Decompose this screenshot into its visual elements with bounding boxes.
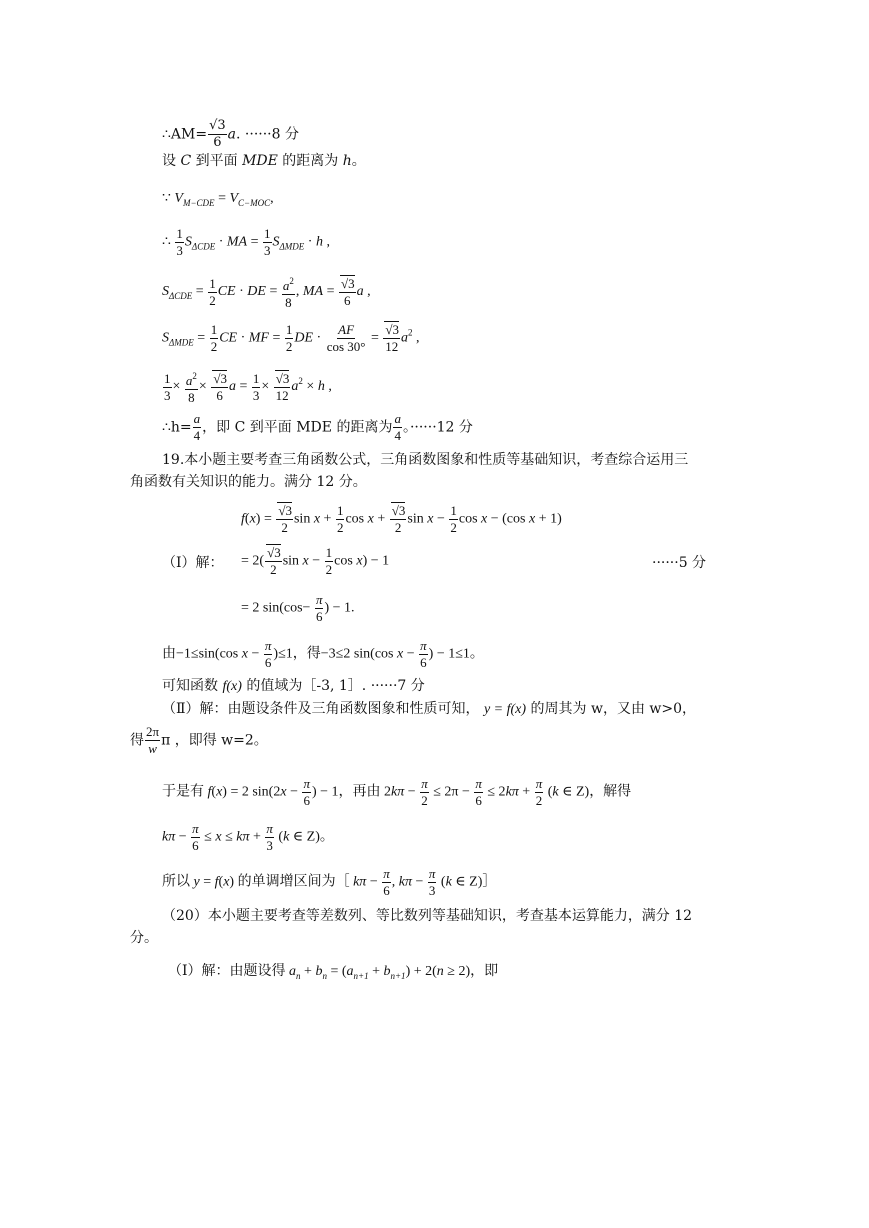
- q19-part2-line5: 所以 y = f(x) 的单调增区间为［ kπ − $\frac{\pi}{6}$ , kπ − $\frac{\pi}{3}$ (k ∈ Z)］: [162, 866, 497, 898]
- line-area-mde: $S_{\Delta MDE}$ = $\frac{1}{2}$ CE · MF = $\frac{1}{2}$ DE · $\frac{AF}{\cos 30^\circ}$ = $\frac{√3}{12}$ $a^2$ ,: [162, 322, 420, 354]
- q19-part2-line1: （Ⅱ）解：由题设条件及三角函数图象和性质可知， y = f(x) 的周其为 w，又由 w>0，: [162, 701, 697, 717]
- q19-score-5: ······5 分: [652, 555, 707, 571]
- line-h-result: ∴h= $\frac{a}{4}$ ，即 C 到平面 MDE 的距离为 $\frac{a}{4}$ 。······12 分: [162, 411, 473, 443]
- line-solve-h: $\frac{1}{3}$ × $\frac{a^2}{8}$ × $\frac{√3}{6}$ a = $\frac{1}{3}$ × $\frac{√3}{12}$ $a^2 \times h$ ,: [162, 368, 332, 406]
- q19-part2-line2: 得 $\frac{2\pi}{w}$ π ，即得 w=2。: [130, 724, 268, 756]
- q19-eq2: = 2( $\frac{√3}{2}$ sin x − $\frac{1}{2}$ cos x) − 1: [241, 545, 390, 577]
- q19-range-line: 由−1≤sin(cos x − $\frac{\pi}{6}$ )≤1，得−3≤2 sin(cos x − $\frac{\pi}{6}$ ) − 1≤1。: [162, 638, 484, 670]
- line-volume-equal: ∵ $V_{M-CDE} = V_{C-MOC}$,: [162, 191, 274, 208]
- line-area-cde: $S_{\Delta CDE}$ = $\frac{1}{2}$ CE · DE = $\frac{a^2}{8}$ , MA = $\frac{√3}{6}$ a ,: [162, 273, 371, 311]
- q19-eq3: = 2 sin(cos− $\frac{\pi}{6}$ ) − 1.: [241, 592, 355, 624]
- q19-eq1: f(x) = $\frac{√3}{2}$ sin x + $\frac{1}{2}$ cos x + $\frac{√3}{2}$ sin x − $\frac{1}{2}$ cos x − (cos x + 1): [241, 503, 562, 535]
- q20-intro-line2: 分。: [130, 930, 158, 946]
- q20-intro-line1: （20）本小题主要考查等差数列、等比数列等基础知识，考查基本运算能力，满分 12: [162, 908, 693, 924]
- line-volume-formula: ∴ $\frac{1}{3}$ $S_{\Delta CDE}$ · MA = $\frac{1}{3}$ $S_{\Delta MDE} \cdot h$ ,: [162, 226, 330, 258]
- q19-part1-label: （Ⅰ）解：: [162, 555, 224, 571]
- line-am: ∴AM= $\frac{√3}{6}$ a. ······8 分: [162, 118, 299, 150]
- q19-part2-line3: 于是有 f(x) = 2 sin(2x − $\frac{\pi}{6}$ ) − 1，再由 2kπ − $\frac{\pi}{2}$ ≤ 2π − $\frac{\pi}{6}$ ≤ 2kπ + $\frac{\pi}{2}$ (k ∈ Z)，解得: [162, 776, 632, 808]
- q19-intro-line1: 19.本小题主要考查三角函数公式，三角函数图象和性质等基础知识，考查综合运用三: [162, 452, 689, 468]
- q19-part2-line4: kπ − $\frac{\pi}{6}$ ≤ x ≤ kπ + $\frac{\pi}{3}$ (k ∈ Z)。: [162, 821, 334, 853]
- q19-intro-line2: 角函数有关知识的能力。满分 12 分。: [130, 474, 367, 490]
- q19-value-range: 可知函数 f(x) 的值域为［-3, 1］. ······7 分: [162, 678, 425, 694]
- fraction-sqrt3-over-6: $\frac{√3}{6}$: [209, 118, 226, 150]
- line-am-prefix: ∴AM=: [162, 126, 208, 143]
- line-set-h: 设 C 到平面 MDE 的距离为 h。: [162, 153, 366, 169]
- q20-part1: （Ⅰ）解：由题设得 $a_n + b_n = (a_{n+1} + b_{n+1}) + 2(n \ge 2)$，即: [168, 964, 499, 981]
